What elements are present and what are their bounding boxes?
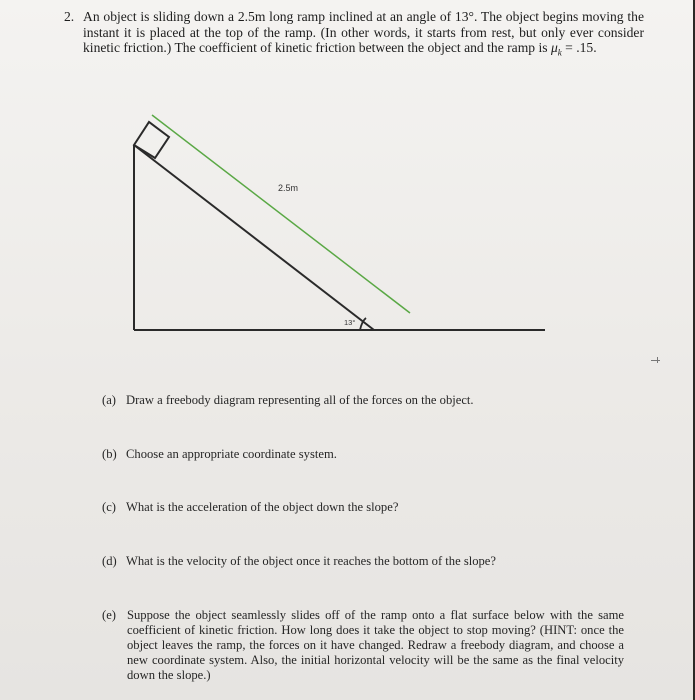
mu-symbol: μ: [550, 40, 558, 56]
question-e-label: (e): [102, 608, 116, 622]
question-c-text: What is the acceleration of the object down the slope?: [126, 500, 399, 514]
question-a: [102, 393, 474, 408]
problem-number: 2.: [64, 9, 75, 24]
question-d: [102, 554, 496, 569]
ramp-incline: [134, 145, 374, 330]
question-b-label: (b): [102, 447, 117, 461]
question-e: [102, 608, 624, 683]
question-c: [102, 500, 398, 515]
question-d-text: What is the velocity of the object once it reaches the bottom of the slope?: [126, 554, 496, 568]
question-c-label: (c): [102, 500, 116, 514]
question-b: [102, 447, 337, 462]
question-d-label: (d): [102, 554, 117, 568]
problem-text-main: An object is sliding down a 2.5m long ramp inclined at an angle of 13°. The object begins moving the instant it is placed at the top of the ramp. (In other words, it starts from rest, but only ever consider kinetic friction.) The coefficient of kinetic friction between the object and the ramp is: [83, 9, 644, 56]
length-label: 2.5m: [278, 183, 299, 193]
question-b-text: Choose an appropriate coordinate system.: [126, 447, 337, 461]
length-indicator-line: [152, 115, 410, 313]
margin-mark-stroke: [657, 357, 658, 363]
margin-mark: [651, 360, 660, 361]
object-box: [134, 122, 169, 158]
question-a-label: (a): [102, 393, 116, 407]
question-e-text: Suppose the object seamlessly slides off of the ramp onto a flat surface below with the same coefficient of kinetic friction. How long does it take the object to stop moving? (HINT: once the object leaves the ramp, the forces on it have changed. Redraw a freebody diagram, and choose a new coordinate system. Also, the initial horizontal velocity will be the same as the final velocity down the slope.): [127, 608, 624, 682]
mu-subscript: k: [557, 47, 562, 58]
question-a-text: Draw a freebody diagram representing all of the forces on the object.: [126, 393, 474, 407]
angle-label: 13°: [344, 318, 356, 327]
mu-value: = .15.: [561, 40, 597, 56]
